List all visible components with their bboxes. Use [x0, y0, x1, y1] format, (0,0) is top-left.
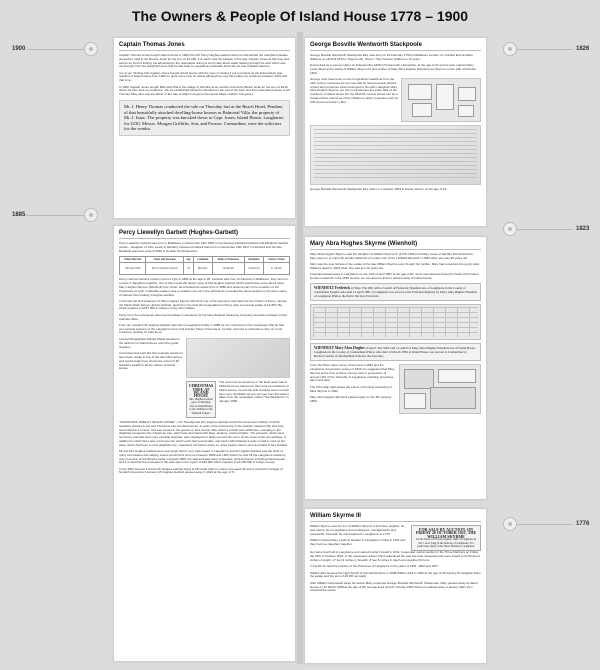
timeline-marker	[503, 222, 517, 236]
probate-title: WIENHOLT Frederick	[314, 286, 350, 291]
register-header: Age	[184, 257, 194, 263]
photo-row	[119, 338, 290, 418]
card-paragraph: Mary Abra Hughes Skyrme was the daughter of William Skyrme III (1778–1826) and Mary Lewis of Henllan Pembrokeshire. Mary went on to marry Mr Horatio Wienholt of London son of Mr J Wildell Wienholt in 1849 when she was 35 years old.	[310, 252, 474, 260]
timeline-year-1885: 1885	[12, 212, 26, 218]
marble-shield-photo	[186, 338, 290, 378]
card-caption: George Bosville Wentworth Stackpoole Esq. died on 1 October 1863 in Exeter, Devon, at the age of 64.	[310, 186, 448, 191]
timeline-year-1900: 1900	[12, 46, 26, 52]
timeline-marker	[84, 208, 98, 222]
card-paragraph: In the 1901 Census it shows Mr Hughes-Garbett living at 28 Cedar Hall in London now aged 49 and is a branch manager of Norwich Insurance Company Mr Hughes-Garbett passed away in 1924 at the age of 71.	[119, 466, 283, 475]
timeline-marker	[84, 42, 98, 56]
card-heading: Percy Llewellyn Garbett (Hughes-Garbett)	[119, 230, 290, 239]
timeline-marker	[503, 42, 517, 56]
card-paragraph: William married Mary Lewis of Henllan in Laugharne in May in 1811 and they had one daughter together.	[310, 537, 406, 546]
register-header: Rank or Profession	[212, 257, 244, 263]
probate-text: 16 May. The Will with a Codicil of Frederick Wienholt late of Laugharne in the County of Carmarthen Esquire who died 14 April 1881 at Laugharne was proved at the Principal Registry by Mary Abra Hughes Wienholt of Laugharne Widow the Relict the Sole Executrix.	[314, 286, 477, 299]
register-cell: St Pancras	[245, 263, 264, 275]
card-heading: Mary Abra Hughes Skyrme (Wienholt)	[310, 241, 481, 250]
register-header: Residence	[245, 257, 264, 263]
tithe-text	[310, 364, 396, 414]
text-image-row	[310, 78, 481, 122]
card-heading: Captain Thomas Jones	[119, 42, 290, 51]
card-percy-garbett	[113, 225, 296, 662]
tithe-row	[310, 364, 481, 414]
card-william-skyrme	[304, 508, 487, 664]
photo-column	[186, 338, 290, 418]
register-cell: 29	[184, 263, 194, 275]
photo-captions	[119, 338, 183, 418]
probate-record-frederick	[310, 283, 481, 301]
register-cell: 16th Sept 1882	[120, 263, 146, 275]
advert-text: Mrs. Hughes-Garbett gave a Christmas Tree at Island House to the children of the National School.	[189, 397, 213, 415]
card-paragraph: Mary was the sole heiress of the estate of the late William Skyrme even though her mother, Mary had remarried into gentry after Williams death in 1823 when she was just 10 years old.	[310, 262, 480, 270]
photo-caption: Carved lithographed Marble Shield situated in the ballroom of Island House upon the grand fireplace.	[119, 337, 180, 349]
register-cell: Bachelor	[193, 263, 212, 275]
card-paragraph: From our research Mr Hughes-Garbett returned to Laugharne briefly in 1885 as it is mentioned in the newspaper that he had won several sections of the Laugharne Farm And Garden Show of that week, he then returned to Calcutta to carry on in his insurance position he held there.	[119, 322, 284, 335]
card-paragraph: Captain Thomas Jones bought Island House in 1900 from Mr Percy Hughes-Garbett when he dismantled the Laugharne Estate via auction held at the Browns Hotel for the sum of £1,000. It is said it was the bargain of the day. Captain Jones at this time was said to be fond of fishing. He advertised in the newspaper during a court case about water leading through his land which was not brought from the slaughterhouse that he had lived in Laugharne practically all his life he was a Master Mariner.	[119, 53, 290, 69]
card-paragraph: George must have been a man of significant wealth as from the 19th century censuses we can see that he rented several parcels of land and properties which belonged to his wife's daughter Mary Abra Hughes Skyrme, we can not determine the exact date of his residency of Island house but the 1841/51 census shows him as a resident there and some of his children in other properties such as Cliff House and Glan y Môr.	[310, 76, 398, 104]
timeline-year-1823: 1823	[576, 226, 590, 232]
estate-plan-image	[401, 78, 481, 122]
register-cell: Percy Llewellyn Garbett	[146, 263, 184, 275]
register-header: Father's Name	[264, 257, 290, 263]
sale-notice	[411, 525, 481, 551]
register-header: When Married	[120, 257, 146, 263]
card-paragraph: From the Tithe maps survey of the area in 1842 and the Laugharne Corporation survey of 1834 it is suggested that Miss Skyrme at the time of these surveys was in possession of around 10% of the Township of Laugharne including properties, farms and land.	[310, 363, 395, 383]
timeline-year-1776: 1776	[576, 521, 590, 527]
text-advert-row	[310, 525, 481, 551]
newspaper-advert	[186, 381, 216, 418]
card-paragraph: William also became the High Sheriff of Carmarthenshire in 1808.William died in 1823 at the age of 45 leaving his daughter Mary the estate and the sum of £5,000 annually.	[310, 570, 481, 579]
census-record-image	[310, 304, 481, 340]
card-thomas-jones	[113, 37, 296, 219]
advert-row	[186, 381, 290, 418]
marriage-register	[119, 256, 290, 275]
timeline-tick	[26, 49, 84, 50]
register-cell: Gentleman	[212, 263, 244, 275]
timeline-tick	[26, 215, 84, 216]
card-paragraph: Mary Abra Hughes Wienholt passed away on the 5th January 1882.	[310, 394, 392, 403]
stackpoole-document-image	[310, 125, 481, 185]
card-george-stackpoole	[304, 37, 487, 227]
card-paragraph: Emma died as a young mother on 8 September 1825 in Portsmouth, Hampshire, at the age of 27 and he later married Mary Lewis Skyrme the widow of William Skyrme III and mother of Mary Abra Hughes Wienholt nee Skyrme on the 14th of October 1826.	[310, 63, 477, 75]
card-mary-skyrme	[304, 236, 487, 500]
card-paragraph: Mr and Mrs Hughes-Garbett were seemingly held in very high regard in Laugharne and Mr Hughes-Garbett was the chair of many committees and judging events around this time too however 1899 and 1900 where he sold off the Laugharne estate by way of auction at the Browns Hotel in August 1900, the sale included many properties, land and farms including Island House and it is said that the proceeds of the sale was in the region of £25,000 which equates to £3,200,000 in todays money.	[119, 448, 286, 465]
card-paragraph: William Skyrme was the son of William Skyrme II and Jane Hughes, he was said to be of Laugharne and of Alltygoch, Cardiganshire and Llanuwchll, Cornwall, he was baptised in Laugharne in 1778.	[310, 524, 405, 536]
card-paragraph: After William had passed away his widow Mary remarried George Bosville Wentworth Stackpoole, Mary passed away at Island House on 31 March 1858 at the age of 83, George lived until 01 October 1863 where he passed away in Exeter, Mary then inherited the estate.	[310, 580, 478, 593]
card-heading: William Skyrme III	[310, 513, 481, 522]
advert-title: CHRISTMAS TREE AT ISLAND HOUSE	[189, 383, 214, 399]
register-header: Name and Surname	[146, 257, 184, 263]
card-paragraph: In 1900 Captain Jones bought Balmoral Villa in the village of Pendine at an auction held at the Beach Hotel for the sum of £230 where he then took up residence, she he established himself in Pendine for the rest of his days and then sold Island House to Mr Thomas Tilley who was the father of the wife of Major Congreve (Somerset Major-Hudson Congreve).	[119, 84, 290, 97]
probate-title: WIENHOLT Mary Abra Hughes	[314, 346, 365, 351]
page-title: The Owners & People Of Island House 1778 – 1900	[131, 8, 469, 24]
register-cell: E. Garbett	[264, 263, 290, 275]
photo-caption: The next time he shows up in the local news was in 1890 where we believe for then took up residence at Island House, he and his wife Caroline seem to have been very charitable as you can see from this advert taken from the newspaper called "The Welshman" in January 1890.	[219, 380, 290, 404]
timeline-tick	[517, 229, 573, 230]
newspaper-clipping: Mr. J. Henry Thomas conducted the sale on Thursday last at the Beach Hotel, Pendine, of that beautifully attached dwelling-house known as Balmoral Villa, the property of Mr. J. Isaac. The property was knocked down to Capt. Jones, Island House, Laugharne, for £230. Messrs. Morgan Griffiths, Son, and Prosser, Carmarthen, were the solicitors for the vendor.	[119, 100, 290, 136]
sale-notice-title: FOR SALE BY AUCTION, ON FRIDAY 26 OCTOBER 1821, THE WILLIAM SKYRME	[415, 527, 477, 539]
card-heading: George Bosville Wentworth Stackpoole	[310, 42, 481, 51]
timeline-spine	[297, 32, 303, 664]
card-paragraph: Percy from the records we have found worked in insurance for the New Zealand Insurance Company and was manager in their Calcutta office.	[119, 312, 288, 321]
william-text-column	[310, 525, 408, 551]
card-paragraph: Percy married Caroline Gordon Lennox Fyfe in 1882 at the age of 29. Caroline was from St Pancras in Middlesex, they went on to have 3 daughters together, one of them used the family name of Mrs Hughes Garbett which would have come about when Mary Hughes Skyrme (Wienholt) from whom he inherited the estate from in 1882 and became part of the condition of the inheritance of such a valuable estate it was a condition set out in the will that he preceded the name Hughes to his given name of Garbett thus making it Hughes-Garbett.	[119, 277, 288, 297]
card-paragraph: The Tithe Map right shows the extent of the land ownership of Miss Skyrme in 1842.	[310, 384, 392, 393]
card-paragraph: In the last will and testament of Mary Hughes Skyrme Wienholt one of the executors was listed as the brother of Percy, namely the Machynlleth lawyer Herbert Garbett, apart from the land she bequeathed to Percy, also a personal estate of £1,850 15s which equates to £187,000 in todays money with inflation.	[119, 298, 287, 311]
card-paragraph: Percy Llewellyn Garbett was born in Middlesex on December 13th 1852 to the Reverend Edward Garbett and Elizabeth Garbett (Lewis – Daughter of John Lewis of Henllan). Reverend Garbett was born on December 10th 1817 in Hereford and his wife Elizabeth was born around 1820 in Henllan Pembrokeshire.	[119, 241, 289, 253]
card-paragraph: In his life he held the position of the Portreeve of Laugharne in the years of 1801, 1802 and 1817.	[310, 564, 440, 569]
photo-caption: Commissioned work like this example would not have been cheap to buy in the late 19th century and would really have shown the extent of Mr Garbett's wealth to all the visitors of Island House.	[119, 351, 183, 371]
card-paragraph: George Bosville Wentworth Stackpoole Esq. was born on 24 February 1799 in Middlesex London, he married Emma Maria Williams on 18 April 1816 in Teignmouth, Devon. They had five children in 10 years.	[310, 53, 473, 61]
probate-text: 16 April. The Will with a Codicil of Mary Abra Hughes Wienholt late of Island House Laugharne in the County of Carmarthen Widow who died 12 March 1882 at Island House was proved at Carmarthen by Herbert Garbett of Machynlleth Solicitor the Executor.	[314, 346, 476, 359]
card-paragraph: Freehold passed away in Laugharne on the 14th of April 1881 at the age of 82, as he was listed as being the head of the Island House household in the 1881 census, we can assume that he passed away at Island House.	[310, 272, 479, 280]
probate-record-mary	[310, 343, 481, 361]
register-header: Condition	[193, 257, 212, 263]
sale-notice-text: A Fine Sloop of 83 tons register, built at Laugharne in 1811, now lying in the harbour of Laugharne. For particulars apply at the Three Mariners, Laugharne.	[415, 538, 477, 549]
timeline-year-1826: 1826	[576, 46, 590, 52]
timeline-tick	[517, 524, 573, 525]
card-paragraph: It is of our thinking that Captain Jones bought Island House with the view of renting it out to tenants as the Edmondson was resident of Island House from 1900 for quite some time on-wards although he may have taken up residency between 1901 and that time.	[119, 70, 288, 83]
card-paragraph: He had a boat built in Laugharne and named it after himself in 1811. It was later sold at auction in the Three Mariners on Friday the 26th of October 1821, in the newspaper advert which advertised the sale the boat measurements were stated to be 52 feet 2 inches in length, 17 feet 9 inches in breadth, 8 feet 6 inches in depth and weighed 83 tons.	[310, 550, 481, 563]
timeline-tick	[517, 49, 573, 50]
tithe-map-image	[399, 364, 481, 414]
timeline-marker	[503, 517, 517, 531]
card-paragraph: "CHRISTMAS TREE AT ISLAND HOUSE" – On Tuesday last Mrs Hughes-Garbett invited the wives and children of all Mr Garbett's tenants to tea and Christmas tree at Island House. In spite of the inclemency of the weather between fifty and sixty assembled at 4 o'clock. Tea was served to the guests on their arrival, after which a curtain was withdrawn, revealing to the delighted youngsters the Christmas tree, which was decorated with flags, lanterns, coloured lights. The presents, which were numerous and had been very carefully selected, were displayed on tables around the room. At the close of the proceedings, in addition to which there was a bran pie into which each had several dips, and each child obtained a prize or had a crack at the party, which had been a most delightful one, organised, but before doing so, three hearty cheers were accorded to Mrs Garbett.	[119, 419, 288, 447]
